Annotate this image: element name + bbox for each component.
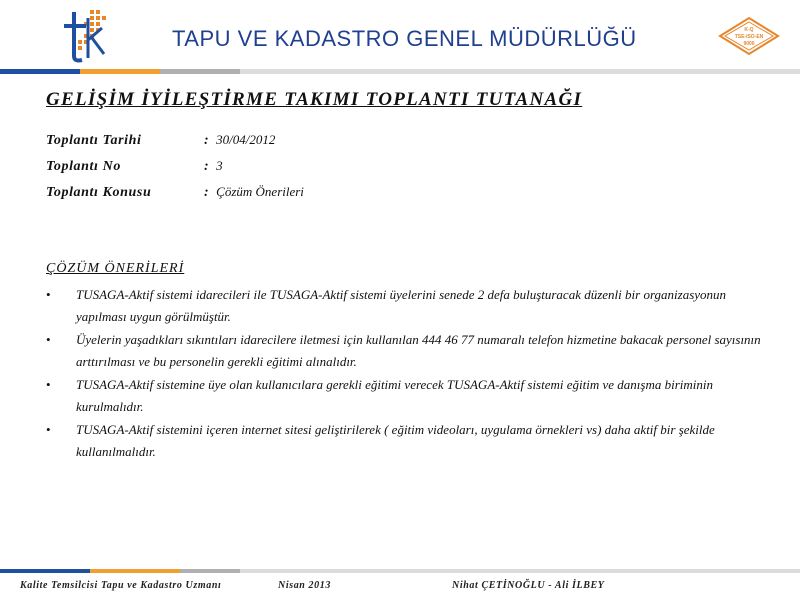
meeting-date-row: Toplantı Tarihi : 30/04/2012 xyxy=(46,132,276,148)
meeting-date-label: Toplantı Tarihi xyxy=(46,133,142,148)
cert-line2: TSE-ISO-EN xyxy=(734,34,764,40)
meeting-topic-label: Toplantı Konusu xyxy=(46,185,152,200)
certification-badge-icon xyxy=(718,16,780,56)
meeting-date-value: 30/04/2012 xyxy=(216,132,276,147)
solution-list xyxy=(46,284,766,464)
tkgm-logo xyxy=(52,4,116,68)
cert-line1: K-Q xyxy=(744,27,754,33)
section-title: ÇÖZÜM ÖNERİLERİ xyxy=(46,261,185,276)
list-item-text: TUSAGA-Aktif sistemine üye olan kullanıcılara gerekli eğitimi verecek TUSAGA-Aktif sistemi eğitim ve danışma biriminin kurulmalıdır. xyxy=(76,377,713,414)
footer-authors: Nihat ÇETİNOĞLU - Ali İLBEY xyxy=(452,580,605,591)
organization-title: TAPU VE KADASTRO GENEL MÜDÜRLÜĞÜ xyxy=(172,26,637,51)
list-item-text: TUSAGA-Aktif sistemi idarecileri ile TUSAGA-Aktif sistemi üyelerini senede 2 defa buluşturacak düzenli bir organizasyonun yapılması uygun görülmüştür. xyxy=(76,287,727,324)
meeting-number-value: 3 xyxy=(216,158,223,173)
document-title: GELİŞİM İYİLEŞTİRME TAKIMI TOPLANTI TUTANAĞI xyxy=(46,89,583,110)
list-item: • TUSAGA-Aktif sistemine üye olan kullanıcılara gerekli eğitimi verecek TUSAGA-Aktif sistemi eğitim ve danışma biriminin kurulmalıdır. xyxy=(46,377,713,414)
footer-divider xyxy=(0,569,800,573)
meeting-number-label: Toplantı No xyxy=(46,159,121,174)
tkgm-logo-icon xyxy=(52,4,116,68)
meeting-topic-value: Çözüm Önerileri xyxy=(216,184,304,199)
footer-date: Nisan 2013 xyxy=(278,580,331,591)
list-item: • Üyelerin yaşadıkları sıkıntıları idarecilere iletmesi için kullanılan 444 46 77 numaralı telefon hizmetine bakacak personel sayısının arttırılması ve bu personelin gerekli eğitimi alınalıdır. xyxy=(46,332,761,369)
cert-line3: 9000 xyxy=(743,41,755,47)
meeting-topic-row: Toplantı Konusu : Çözüm Önerileri xyxy=(46,184,304,200)
iso-cert-badge xyxy=(718,16,780,56)
meeting-number-row: Toplantı No : 3 xyxy=(46,158,223,174)
list-item: • TUSAGA-Aktif sistemini içeren internet sitesi geliştirilerek ( eğitim videoları, uygulama örnekleri vs) daha aktif bir şekilde kullanılmalıdır. xyxy=(46,422,715,459)
list-item-text: Üyelerin yaşadıkları sıkıntıları idarecilere iletmesi için kullanılan 444 46 77 numaralı telefon hizmetine bakacak personel sayısının arttırılması ve bu personelin gerekli eğitimi alınalıdır. xyxy=(76,332,761,369)
header-divider xyxy=(0,69,800,74)
list-item: • TUSAGA-Aktif sistemi idarecileri ile TUSAGA-Aktif sistemi üyelerini senede 2 defa buluşturacak düzenli bir organizasyonun yapılması uygun görülmüştür. xyxy=(46,287,727,324)
footer-left: Kalite Temsilcisi Tapu ve Kadastro Uzmanı xyxy=(20,580,222,591)
list-item-text: TUSAGA-Aktif sistemini içeren internet sitesi geliştirilerek ( eğitim videoları, uygulama örnekleri vs) daha aktif bir şekilde kullanılmalıdır. xyxy=(76,422,715,459)
